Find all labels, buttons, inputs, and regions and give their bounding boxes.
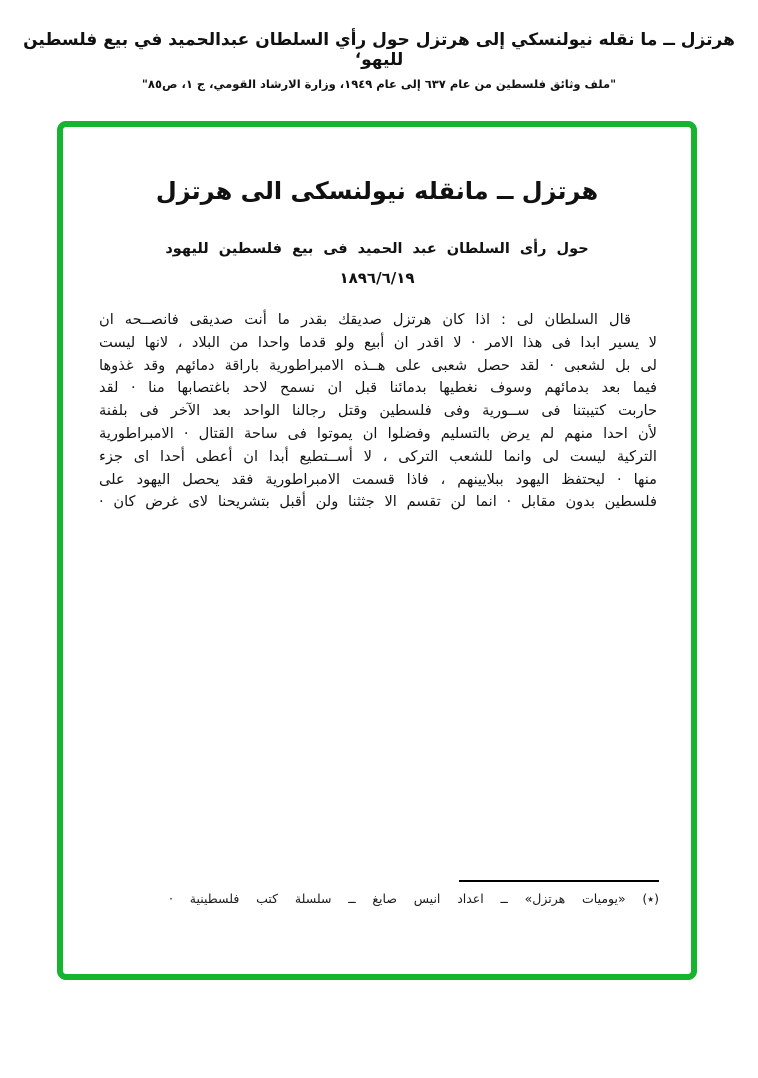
document-date: ١٨٩٦/٦/١٩ (339, 269, 415, 287)
footnote-text: (٭) «يوميات هرتزل» ــ اعداد انيس صايغ ــ سلسلة كتب فلسطينية · (169, 891, 659, 906)
body-line: لأن احدا منهم لم يرض بالتسليم وفضلوا ان يموتوا فى ساحة القتال · الامبراطورية (99, 424, 657, 442)
footnote-section (99, 880, 659, 908)
body-line: قال السلطان لى : اذا كان هرتزل صديقك بقدر ما أنت صديقى فانصــحه ان (99, 311, 631, 328)
header-source-citation: "ملف وثائق فلسطين من عام ٦٣٧ إلى عام ١٩٤٩، وزارة الارشاد القومي، ج ١، ص٨٥" (141, 77, 617, 91)
header-title: هرتزل ــ ما نقله نيولنسكي إلى هرتزل حول رأي السلطان عبدالحميد في بيع فلسطين لليهو‘ (23, 30, 735, 70)
highlight-frame (57, 121, 697, 980)
body-line: منها · ليحتفظ اليهود ببلايينهم ، فاذا قسمت الامبراطورية فقد يحصل اليهود على (99, 470, 657, 488)
body-line: التركية ليست لى وانما للشعب التركى ، لا أســتطيع أبدا ان أعطى أحدا اى جزء (99, 447, 657, 465)
body-line: فلسطين بدون مقابل · انما لن تقسم الا جثثنا ولن أقبل بتشريحنا لاى غرض كان · (99, 493, 657, 511)
page-header (0, 30, 758, 91)
document-body (63, 309, 691, 514)
document-subtitle: حول رأى السلطان عبد الحميد فى بيع فلسطين لليهود (165, 241, 589, 257)
document-title: هرتزل ــ مانقله نيولنسكى الى هرتزل (155, 177, 599, 205)
body-line: لا يسير ابدا فى هذا الامر · لا اقدر ان أبيع ولو قدما واحدا من البلاد ، لانها ليست (99, 333, 657, 351)
body-line: لى بل لشعبى · لقد حصل شعبى على هــذه الامبراطورية باراقة دمائهم وقد غذوها (99, 356, 657, 374)
body-line: فيما بعد بدمائهم وسوف نغطيها بدمائنا قبل ان نسمح لاحد باغتصابها منا · لقد (99, 379, 657, 397)
body-line: حاربت كتيبتنا فى ســورية وفى فلسطين وقتل رجالنا الواحد بعد الآخر فى بلفنة (99, 402, 657, 420)
footnote-divider (459, 880, 659, 882)
